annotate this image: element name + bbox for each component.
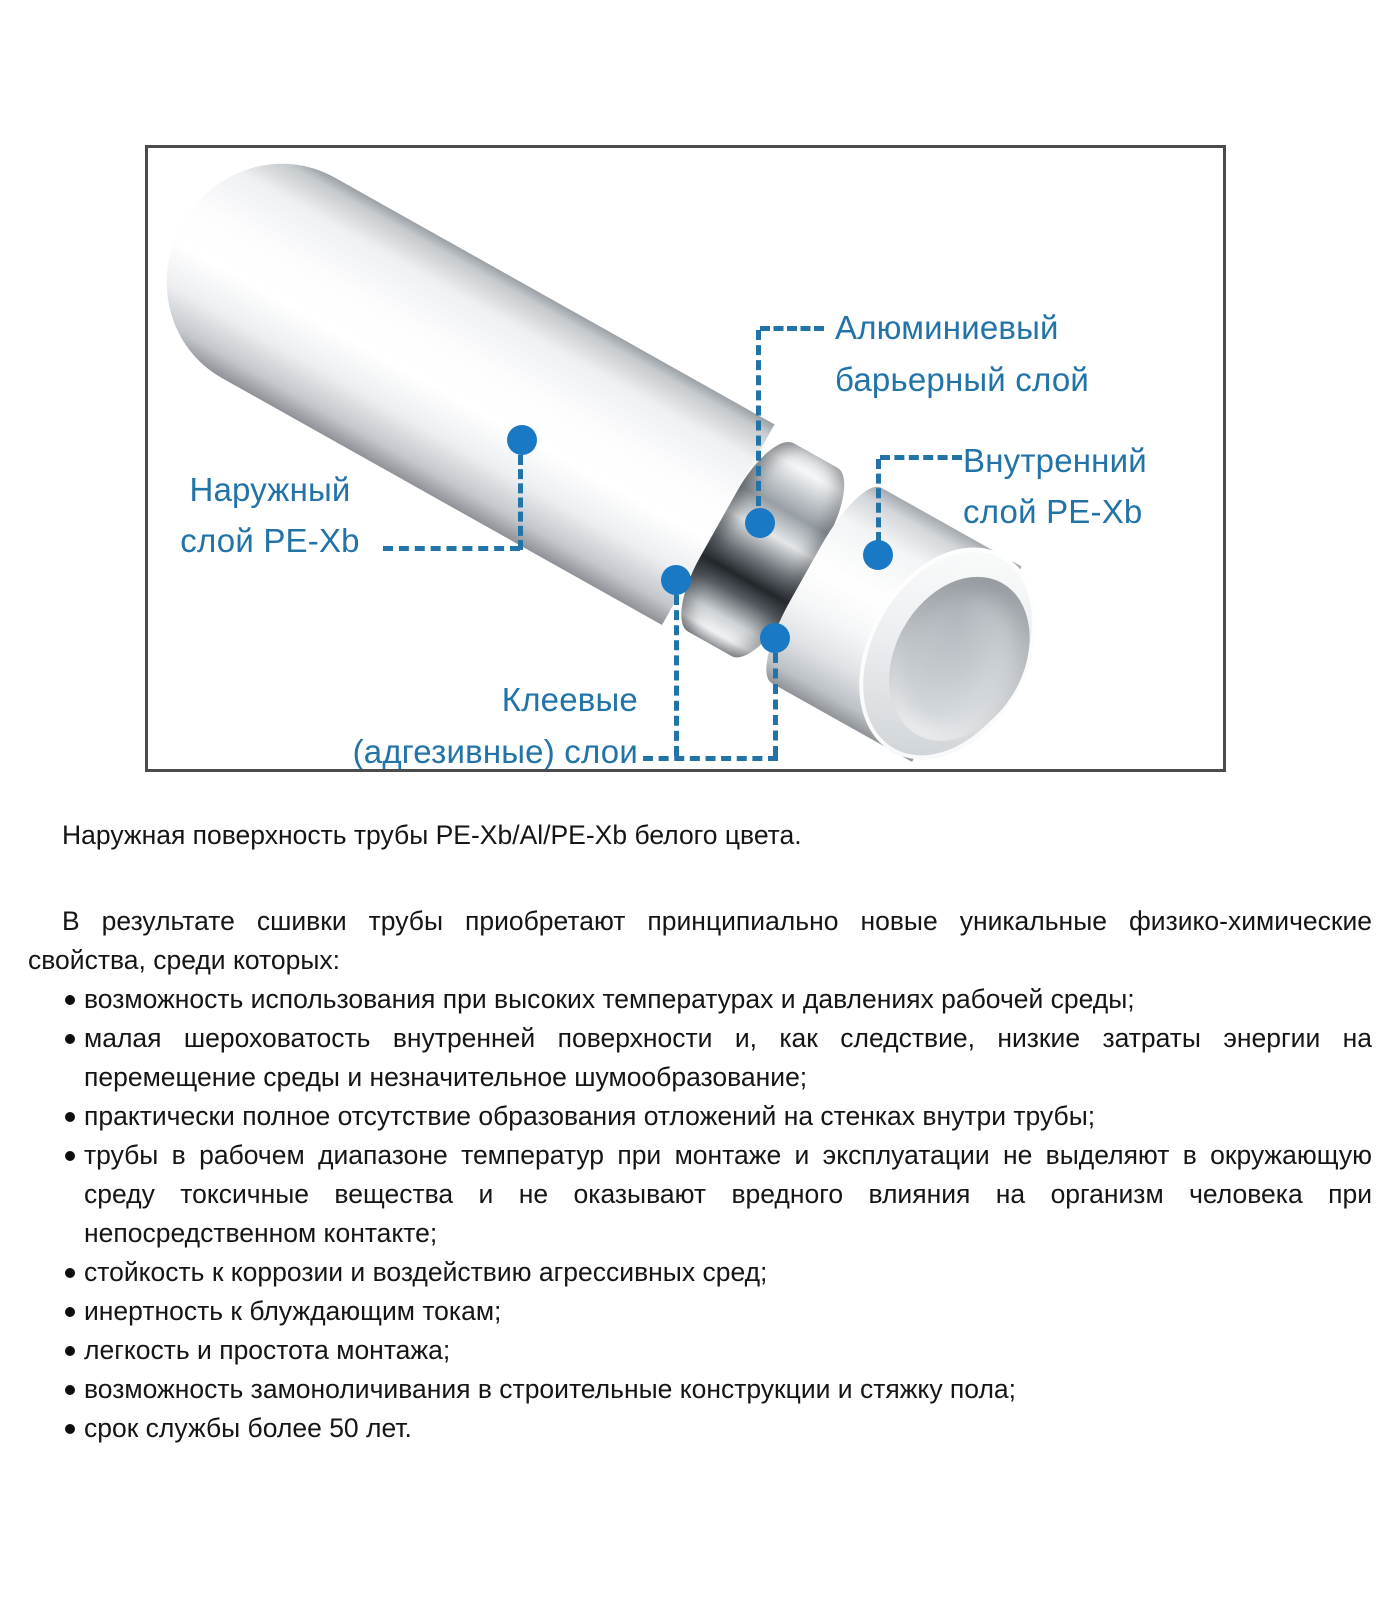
callout-line-outer-vertical	[518, 455, 523, 550]
callout-line-inner-horizontal	[880, 455, 962, 460]
paragraph-properties-intro: В результате сшивки трубы приобретают принципиально новые уникальные физико-химические свойства, среди которых:	[28, 906, 1372, 975]
list-item: возможность использования при высоких температурах и давлениях рабочей среды;	[28, 980, 1372, 1019]
callout-dot-inner-layer	[863, 540, 893, 570]
paragraph-surface-color: Наружная поверхность трубы PE-Xb/Al/PE-Xb белого цвета.	[62, 820, 802, 850]
list-item: практически полное отсутствие образования отложений на стенках внутри трубы;	[28, 1097, 1372, 1136]
callout-line-aluminum-horizontal	[760, 326, 824, 331]
callout-dot-outer-layer	[507, 425, 537, 455]
label-inner-layer-line1: Внутренний	[963, 442, 1147, 479]
label-inner-layer-line2: слой PE-Xb	[963, 493, 1143, 530]
features-list	[28, 980, 1372, 1448]
list-item: трубы в рабочем диапазоне температур при монтаже и эксплуатации не выделяют в окружающую среду токсичные вещества и не оказывают вредного влияния на организм человека при непосредственном контакте;	[28, 1136, 1372, 1253]
label-aluminum-layer-line2: барьерный слой	[835, 361, 1090, 398]
document-text	[28, 816, 1372, 1448]
list-item: легкость и простота монтажа;	[28, 1331, 1372, 1370]
callout-line-adhesive-vertical-1	[674, 595, 679, 756]
callout-dot-adhesive-layer-2	[760, 623, 790, 653]
label-inner-layer	[963, 435, 1223, 537]
label-outer-layer-line2: слой PE-Xb	[180, 522, 360, 559]
list-item: стойкость к коррозии и воздействию агрессивных сред;	[28, 1253, 1372, 1292]
callout-line-inner-vertical	[876, 459, 881, 542]
callout-line-adhesive-horizontal	[643, 756, 778, 761]
list-item: срок службы более 50 лет.	[28, 1409, 1372, 1448]
callout-dot-adhesive-layer-1	[661, 565, 691, 595]
list-item: малая шероховатость внутренней поверхности и, как следствие, низкие затраты энергии на перемещение среды и незначительное шумообразование;	[28, 1019, 1372, 1097]
callout-line-adhesive-vertical-2	[773, 653, 778, 756]
label-adhesive-layers-line2: (адгезивные) слои	[352, 733, 638, 770]
callout-line-outer-horizontal	[383, 546, 520, 551]
label-outer-layer	[170, 464, 370, 566]
label-aluminum-layer-line1: Алюминиевый	[835, 309, 1059, 346]
label-adhesive-layers	[298, 674, 638, 772]
label-outer-layer-line1: Наружный	[189, 471, 351, 508]
label-aluminum-layer	[835, 302, 1175, 406]
pipe-structure-diagram	[145, 145, 1226, 772]
callout-line-aluminum-vertical	[756, 330, 761, 506]
list-item: инертность к блуждающим токам;	[28, 1292, 1372, 1331]
label-adhesive-layers-line1: Клеевые	[501, 681, 638, 718]
list-item: возможность замоноличивания в строительные конструкции и стяжку пола;	[28, 1370, 1372, 1409]
callout-dot-aluminum-layer	[745, 508, 775, 538]
